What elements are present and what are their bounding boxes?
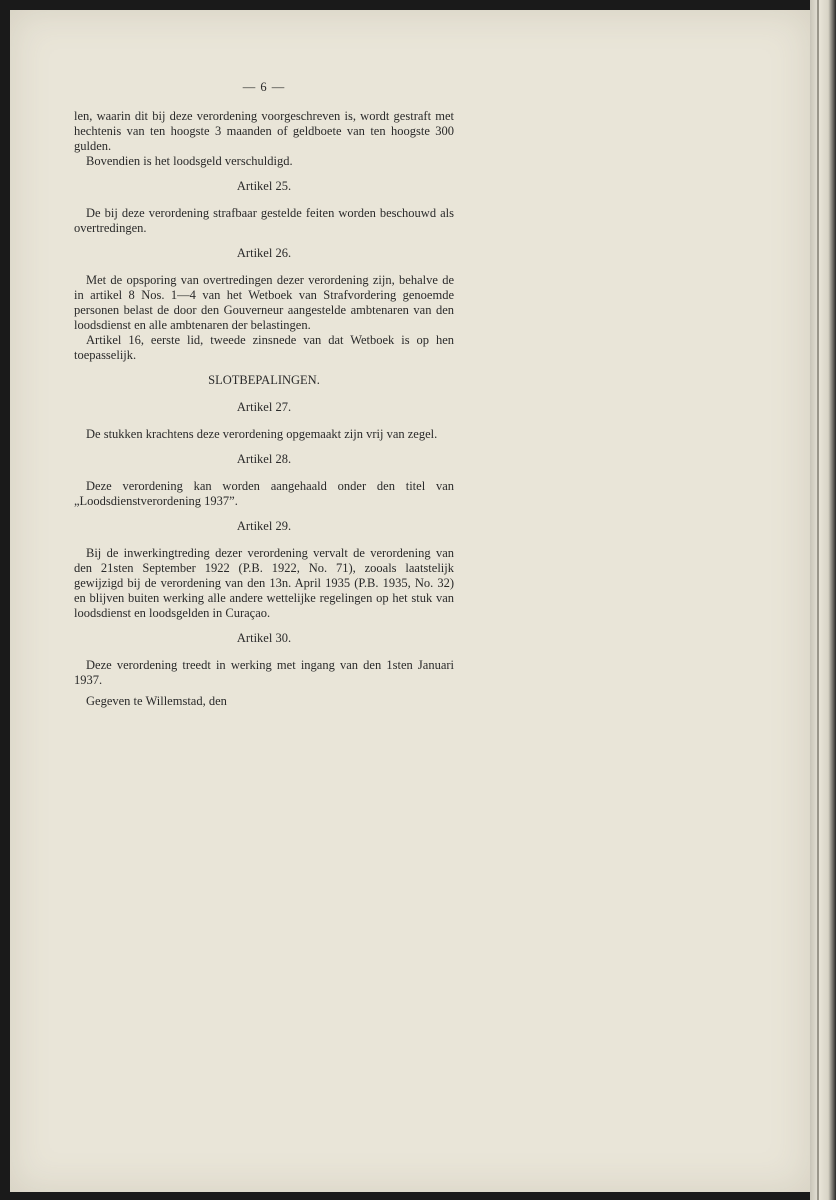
article-heading: SLOTBEPALINGEN. — [208, 373, 320, 387]
article-paragraph: Met de opsporing van overtredingen dezer verordening zijn, behalve de in artikel 8 Nos. 1—4 van het Wetboek van Strafvordering genoemde personen belast de door den Gouverneur aangestelde ambtenaren van den loodsdienst en alle ambtenaren der belastingen. — [74, 273, 454, 332]
article-paragraph: Gegeven te Willemstad, den — [86, 694, 227, 708]
document-page — [10, 10, 810, 1192]
article-paragraph: Bovendien is het loodsgeld verschuldigd. — [86, 154, 293, 168]
article-paragraph: len, waarin dit bij deze verordening voorgeschreven is, wordt gestraft met hechtenis van ten hoogste 3 maanden of geldboete van ten hoogste 300 gulden. — [74, 109, 454, 153]
article-blocks — [74, 109, 454, 709]
article-paragraph: Artikel 16, eerste lid, tweede zinsnede van dat Wetboek is op hen toepasselijk. — [74, 333, 454, 362]
article-paragraph: Bij de inwerkingtreding dezer verordening vervalt de verordening van den 21sten September 1922 (P.B. 1922, No. 71), zooals laatstelijk gewijzigd bij de verordening van den 13n. April 1935 (P.B. 1935, No. 32) en blijven buiten werking alle andere wettelijke regelingen op het stuk van loodsdienst en loodsgelden in Curaçao. — [74, 546, 454, 620]
article-heading: Artikel 30. — [236, 631, 292, 645]
page-content — [74, 80, 454, 709]
page-number: — 6 — — [242, 80, 286, 94]
article-paragraph: Deze verordening kan worden aangehaald onder den titel van „Loodsdienstverordening 1937”. — [74, 479, 454, 508]
article-heading: Artikel 27. — [236, 400, 292, 414]
article-heading: Artikel 25. — [236, 179, 292, 193]
article-heading: Artikel 28. — [236, 452, 292, 466]
page-edge — [810, 0, 836, 1200]
article-paragraph: De stukken krachtens deze verordening opgemaakt zijn vrij van zegel. — [86, 427, 438, 441]
book-spine — [817, 0, 819, 1200]
article-paragraph: Deze verordening treedt in werking met ingang van den 1sten Januari 1937. — [74, 658, 454, 687]
article-heading: Artikel 26. — [236, 246, 292, 260]
article-heading: Artikel 29. — [236, 519, 292, 533]
article-paragraph: De bij deze verordening strafbaar gestelde feiten worden beschouwd als overtredingen. — [74, 206, 454, 235]
